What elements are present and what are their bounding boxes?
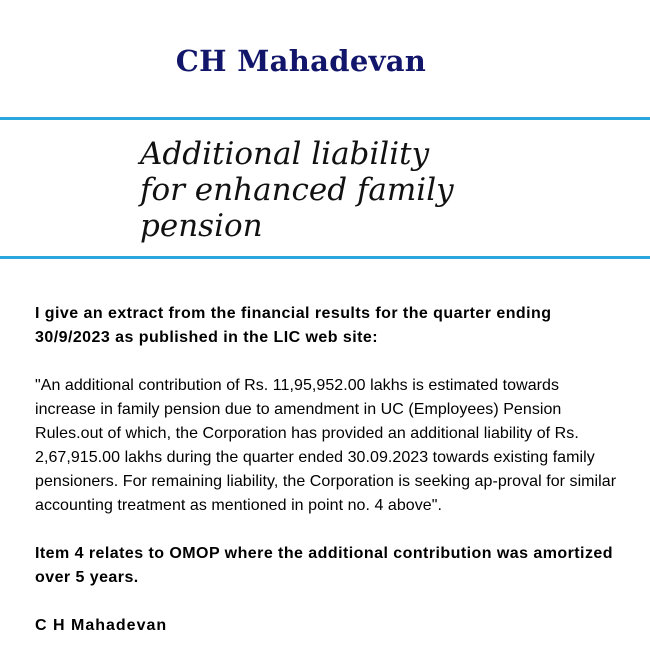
title-line-1: Additional liability [140, 136, 430, 172]
top-divider [0, 117, 650, 120]
bottom-divider [0, 256, 650, 259]
signature: C H Mahadevan [35, 617, 168, 634]
article-body [35, 302, 620, 638]
item-note-paragraph: Item 4 relates to OMOP where the additional contribution was amortized over 5 years. [35, 545, 613, 586]
intro-paragraph: I give an extract from the financial results for the quarter ending 30/9/2023 as published in the LIC web site: [35, 305, 552, 346]
title-line-2: for enhanced family [140, 172, 454, 208]
article-title [140, 136, 470, 244]
author-header: CH Mahadevan [175, 44, 427, 78]
quoted-extract-paragraph: "An additional contribution of Rs. 11,95,952.00 lakhs is estimated towards increase in family pension due to amendment in UC (Employees) Pension Rules.out of which, the Corporation has provided an additional liability of Rs. 2,67,915.00 lakhs during the quarter ended 30.09.2023 towards existing family pensioners. For remaining liability, the Corporation is seeking ap-proval for similar accounting treatment as mentioned in point no. 4 above". [35, 377, 617, 514]
title-line-3: pension [140, 208, 263, 244]
